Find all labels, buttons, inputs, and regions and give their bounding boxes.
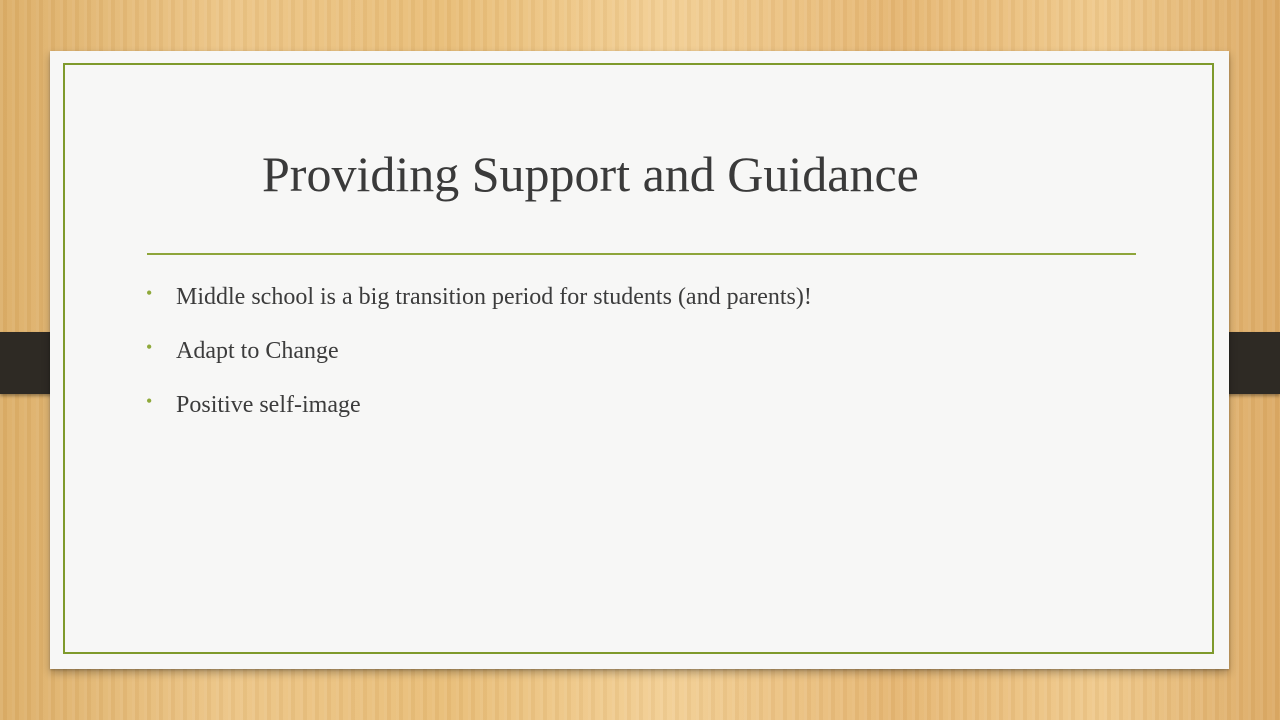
- bullet-icon: •: [146, 391, 153, 411]
- bullet-icon: •: [146, 283, 153, 303]
- bullet-text: Middle school is a big transition period for students (and parents)!: [176, 284, 812, 310]
- bullet-item: [146, 333, 812, 387]
- slide: [50, 51, 1229, 669]
- bullet-item: [146, 279, 812, 333]
- bullet-list: [146, 279, 812, 441]
- bullet-text: Adapt to Change: [176, 338, 339, 364]
- slide-title: Providing Support and Guidance: [262, 146, 919, 202]
- bullet-text: Positive self-image: [176, 392, 361, 418]
- title-divider: [147, 253, 1136, 255]
- bullet-item: [146, 387, 812, 441]
- bullet-icon: •: [146, 337, 153, 357]
